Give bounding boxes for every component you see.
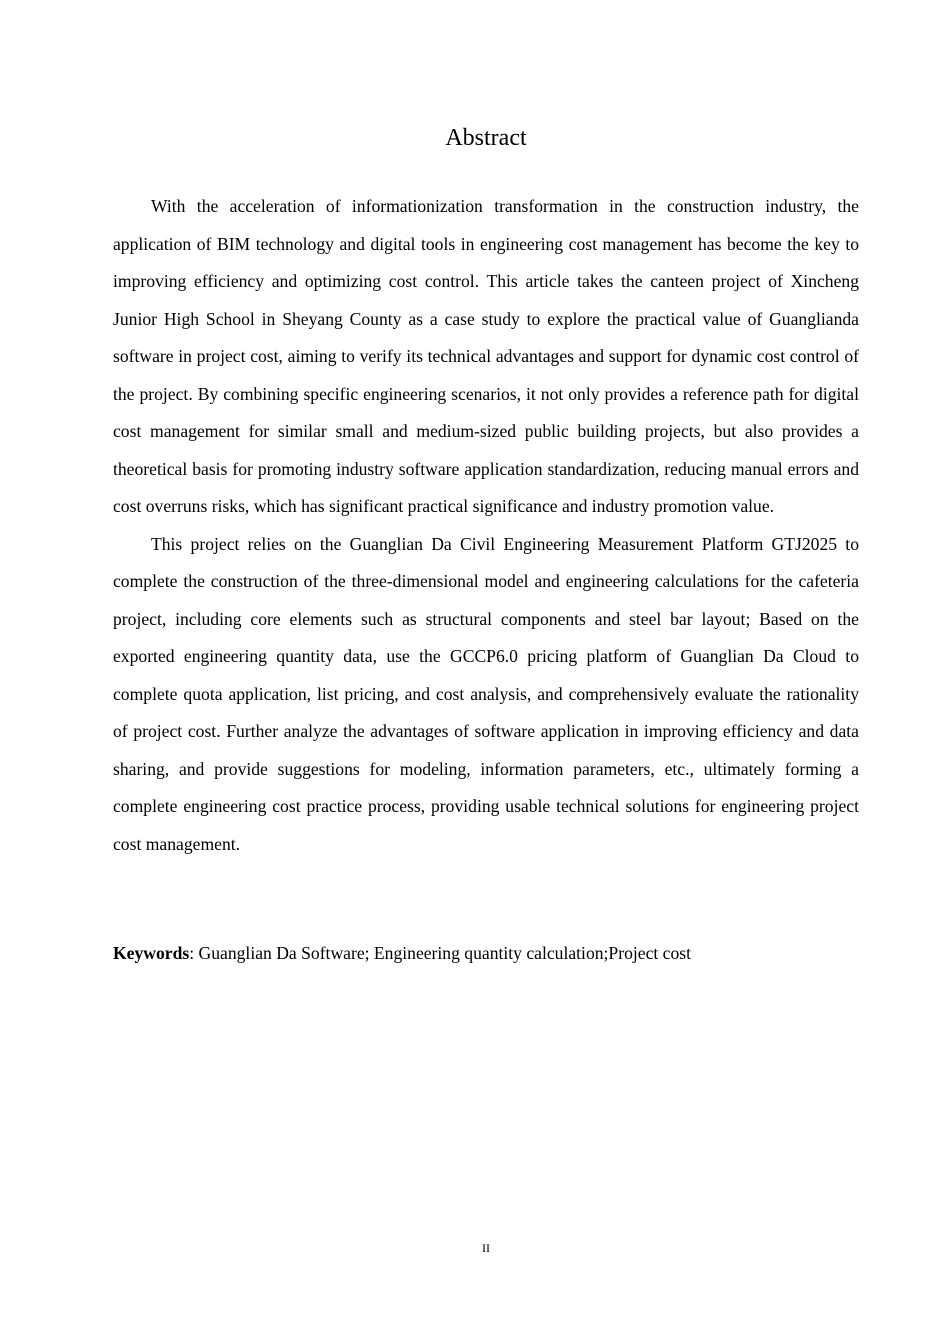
page-number: II [482, 1241, 490, 1255]
abstract-paragraph-2: This project relies on the Guanglian Da Civil Engineering Measurement Platform GTJ2025 to complete the construction of the three-dimensional model and engineering calculations for the cafeteria project, including core elements such as structural components and steel bar layout; Based on the exported engineering quantity data, use the GCCP6.0 pricing platform of Guanglian Da Cloud to complete quota application, list pricing, and cost analysis, and comprehensively evaluate the rationality of project cost. Further analyze the advantages of software application in improving efficiency and data sharing, and provide suggestions for modeling, information parameters, etc., ultimately forming a complete engineering cost practice process, providing usable technical solutions for engineering project cost management. [113, 533, 859, 854]
abstract-paragraph-1: With the acceleration of informationization transformation in the construction industry, the application of BIM technology and digital tools in engineering cost management has become the key to improving efficiency and optimizing cost control. This article takes the canteen project of Xincheng Junior High School in Sheyang County as a case study to explore the practical value of Guanglianda software in project cost, aiming to verify its technical advantages and support for dynamic cost control of the project. By combining specific engineering scenarios, it not only provides a reference path for digital cost management for similar small and medium-sized public building projects, but also provides a theoretical basis for promoting industry software application standardization, reducing manual errors and cost overruns risks, which has significant practical significance and industry promotion value. [113, 196, 859, 516]
keywords-text: : Guanglian Da Software; Engineering quantity calculation;Project cost [189, 943, 691, 963]
abstract-body [113, 188, 859, 863]
abstract-title: Abstract [445, 125, 527, 151]
keywords-line [113, 935, 859, 973]
keywords-label: Keywords [113, 943, 190, 963]
